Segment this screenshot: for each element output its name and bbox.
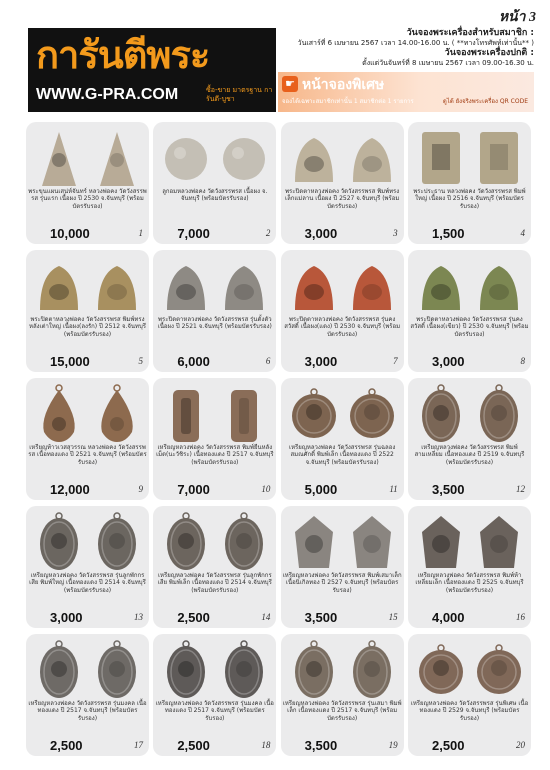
amulet-card[interactable] [26,122,149,244]
amulet-price: 3,500 [304,610,338,625]
amulet-photos [285,126,400,188]
amulet-price: 3,500 [304,738,338,753]
amulet-photos [30,126,145,188]
amulet-description: เหรียญหลวงพ่อคง วัดวังสรรพรส พิมพ์เสมาเล็ก เนื้อนิเกิลทอง ปี 2527 จ.จันทบุรี (พร้อมบัตรรับรอง) [282,572,402,594]
amulet-card[interactable] [281,506,404,628]
amulet-back-image [217,510,271,572]
amulet-front-image [32,254,86,316]
brand-logo [28,28,276,112]
amulet-back-image [217,254,271,316]
item-number: 11 [389,484,398,494]
item-number: 13 [134,612,143,622]
amulet-front-image [287,254,341,316]
amulet-description: พระขุนแผนเสน่ห์จันทร์ หลวงพ่อคง วัดวังสรรพรส รุ่นแรก เนื้อผง ปี 2530 จ.จันทบุรี (พร้อมบัตรรับรอง) [28,188,147,210]
amulet-photos [30,382,145,444]
amulet-price: 2,500 [431,738,465,753]
hand-pointer-icon: ☛ [282,76,298,92]
amulet-price: 3,000 [304,226,338,241]
item-number: 4 [520,228,525,238]
booking-info [284,28,534,68]
amulet-card[interactable] [281,378,404,500]
amulet-front-image [414,254,468,316]
amulet-card[interactable] [153,378,276,500]
amulet-back-image [217,638,271,700]
amulet-price: 5,000 [304,482,338,497]
item-number: 1 [138,228,143,238]
page-number: หน้า 3 [498,10,536,25]
promo-title: หน้าจองพิเศษ [302,77,385,93]
amulet-description: เหรียญหลวงพ่อคง วัดวังสรรพรส รุ่นมงคล เนื้อทองแดง ปี 2517 จ.จันทบุรี (พร้อมบัตรรับรอง) [155,700,274,722]
amulet-back-image [345,510,399,572]
amulet-card[interactable] [408,122,531,244]
amulet-price: 12,000 [50,482,90,497]
amulet-photos [285,382,400,444]
amulet-price: 2,500 [50,738,83,753]
amulet-photos [412,254,527,316]
amulet-back-image [345,126,399,188]
amulet-back-image [345,638,399,700]
amulet-photos [412,382,527,444]
amulet-back-image [217,126,271,188]
amulet-description: เหรียญท้าวเวสสุวรรณ หลวงพ่อคง วัดวังสรรพรส เนื้อทองแดง ปี 2521 จ.จันทบุรี (พร้อมบัตรรับรอง) [28,444,147,466]
amulet-back-image [345,382,399,444]
amulet-card[interactable] [281,250,404,372]
amulet-back-image [472,254,526,316]
regular-booking-heading: วันจองพระเครื่องปกติ : [444,48,534,58]
amulet-price: 3,000 [431,354,465,369]
member-booking-time: วันเสาร์ที่ 6 เมษายน 2567 เวลา 14.00-16.00 น. ( **ทางโทรศัพท์เท่านั้น** ) [297,39,534,47]
item-number: 15 [388,612,398,622]
amulet-description: เหรียญหลวงพ่อคง วัดวังสรรพรส พิมพ์ห้าเหลี่ยมเล็ก เนื้อทองแดง ปี 2525 จ.จันทบุรี (พร้อมบัตรรับรอง) [415,572,524,594]
amulet-card[interactable] [281,634,404,756]
amulet-price: 3,000 [304,354,338,369]
amulet-price: 7,000 [177,482,210,497]
amulet-back-image [472,638,526,700]
amulet-description: ลูกอมหลวงพ่อคง วัดวังสรรพรส เนื้อผง จ. จันทบุรี (พร้อมบัตรรับรอง) [162,188,268,203]
amulet-card[interactable] [26,634,149,756]
amulet-photos [157,254,272,316]
amulet-card[interactable] [26,378,149,500]
amulet-front-image [32,126,86,188]
amulet-front-image [287,382,341,444]
amulet-front-image [414,126,468,188]
amulet-back-image [90,382,144,444]
amulet-front-image [159,126,213,188]
item-number: 12 [515,484,525,494]
amulet-photos [157,126,272,188]
amulet-description: เหรียญหลวงพ่อคง วัดวังสรรพรส พิมพ์ยืนหลังเม็ด(นะวัชิระ) เนื้อทองแดง ปี 2517 จ.จันทบุรี (พร้อมบัตรรับรอง) [156,444,274,466]
amulet-back-image [90,510,144,572]
item-number: 5 [138,356,143,366]
item-number: 9 [138,484,143,494]
amulet-price: 3,500 [431,482,465,497]
amulet-description: เหรียญหลวงพ่อคง วัดวังสรรพรส พิมพ์สามเหลี่ยม เนื้อทองแดง ปี 2519 จ.จันทบุรี (พร้อมบัตรรับรอง) [414,444,525,466]
amulet-description: เหรียญหลวงพ่อคง วัดวังสรรพรส รุ่นลูกพักกรเสีย พิมพ์เล็ก เนื้อทองแดง ปี 2514 จ.จันทบุรี (พร้อมบัตรรับรอง) [157,572,272,594]
amulet-price: 10,000 [50,226,90,241]
amulet-photos [285,638,400,700]
amulet-price: 4,000 [431,610,465,625]
logo-website: WWW.G-PRA.COM [36,86,179,103]
amulet-description: พระปิดตาหลวงพ่อคง วัดวังสรรพรส รุ่นคงสวัสดิ์ เนื้อผง(แดง) ปี 2530 จ.จันทบุรี (พร้อมบัตรรับรอง) [284,316,401,338]
amulet-photos [30,254,145,316]
amulet-photos [412,126,527,188]
amulet-photos [157,382,272,444]
amulet-front-image [32,382,86,444]
amulet-price: 1,500 [431,226,465,241]
amulet-back-image [345,254,399,316]
member-booking-heading: วันจองพระเครื่องสำหรับสมาชิก : [406,28,534,38]
item-number: 8 [520,356,525,366]
amulet-price: 2,500 [177,738,210,753]
item-number: 10 [261,484,271,494]
amulet-description: พระปิดตาหลวงพ่อคง วัดวังสรรพรส รุ่นคงสวัสดิ์ เนื้อผง(เขียว) ปี 2530 จ.จันทบุรี (พร้อมบัตรรับรอง) [410,316,529,338]
amulet-price: 7,000 [177,226,210,241]
amulet-front-image [287,638,341,700]
amulet-front-image [287,510,341,572]
amulet-description: เหรียญหลวงพ่อคง วัดวังสรรพรส รุ่นมงคล เนื้อทองแดง ปี 2517 จ.จันทบุรี (พร้อมบัตรรับรอง) [28,700,147,722]
amulet-photos [412,638,527,700]
promo-subtitle: จองได้เฉพาะสมาชิกเท่านั้น 1 สมาชิกต่อ 1 รายการ [282,98,414,105]
amulet-back-image [472,126,526,188]
item-number: 3 [393,228,398,238]
amulet-front-image [287,126,341,188]
amulet-front-image [159,510,213,572]
logo-slogan: ซื้อ-ขาย มาตรฐาน การันตี-บูชา [206,86,273,103]
amulet-card[interactable] [281,122,404,244]
amulet-price: 3,000 [50,610,83,625]
amulet-photos [30,510,145,572]
amulet-description: พระปิดตาหลวงพ่อคง วัดวังสรรพรส พิมพ์ทรงหลังเต่าใหญ่ เนื้อผง(ลงรัก) ปี 2512 จ.จันทบุรี (พร้อมบัตรรับรอง) [29,316,146,338]
item-number: 20 [515,740,525,750]
amulet-photos [285,254,400,316]
amulet-card[interactable] [408,250,531,372]
special-booking-banner [278,72,534,112]
amulet-photos [157,638,272,700]
regular-booking-time: ตั้งแต่วันจันทร์ที่ 8 เมษายน 2567 เวลา 09.00-16.30 น. [362,59,534,67]
amulet-description: เหรียญหลวงพ่อคง วัดวังสรรพรส รุ่นลูกพักกรเสีย พิมพ์ใหญ่ เนื้อทองแดง ปี 2514 จ.จันทบุรี (พร้อมบัตรรับรอง) [29,572,146,594]
item-number: 19 [388,740,398,750]
amulet-front-image [32,638,86,700]
amulet-grid [26,122,532,756]
amulet-description: เหรียญหลวงพ่อคง วัดวังสรรพรส รุ่นพิเศษ เนื้อทองแดง ปี 2529 จ.จันทบุรี (พร้อมบัตรรับรอง) [410,700,529,722]
amulet-back-image [90,254,144,316]
item-number: 7 [393,356,398,366]
amulet-card[interactable] [153,506,276,628]
promo-qr-text: ดูได้ ยังจริงพระเครื่อง QR CODE [442,98,528,105]
amulet-card[interactable] [408,378,531,500]
amulet-front-image [159,638,213,700]
item-number: 18 [261,740,271,750]
amulet-description: เหรียญหลวงพ่อคง วัดวังสรรพรส รุ่นเสมา พิมพ์เล็ก เนื้อทองแดง ปี 2517 จ.จันทบุรี (พร้อมบัตรรับรอง) [282,700,402,722]
amulet-front-image [159,382,213,444]
amulet-description: เหรียญหลวงพ่อคง วัดวังสรรพรส รุ่นฉลองสมณศักดิ์ พิมพ์เล็ก เนื้อทองแดง ปี 2522 จ.จันทบุรี (พร้อมบัตรรับรอง) [289,444,396,466]
amulet-card[interactable] [153,634,276,756]
amulet-front-image [32,510,86,572]
amulet-card[interactable] [26,506,149,628]
amulet-back-image [90,126,144,188]
amulet-price: 6,000 [177,354,210,369]
amulet-back-image [472,510,526,572]
amulet-description: พระปิดตาหลวงพ่อคง วัดวังสรรพรส รุ่นตั้งตัว เนื้อผง ปี 2521 จ.จันทบุรี (พร้อมบัตรรับรอง) [157,316,272,331]
item-number: 14 [261,612,271,622]
logo-title: การันตีพระ [36,35,210,77]
item-number: 17 [134,740,143,750]
amulet-photos [412,510,527,572]
amulet-front-image [414,510,468,572]
amulet-description: พระประธาน หลวงพ่อคง วัดวังสรรพรส พิมพ์ใหญ่ เนื้อผง ปี 2516 จ.จันทบุรี (พร้อมบัตรรับรอง) [413,188,526,210]
amulet-back-image [472,382,526,444]
amulet-card[interactable] [408,634,531,756]
item-number: 16 [515,612,525,622]
amulet-price: 15,000 [50,354,90,369]
amulet-card[interactable] [153,122,276,244]
amulet-card[interactable] [153,250,276,372]
amulet-description: พระปิดตาหลวงพ่อคง วัดวังสรรพรส พิมพ์ทรงเล็กแม่ลาน เนื้อผง ปี 2527 จ.จันทบุรี (พร้อมบัตรรับรอง) [285,188,400,210]
amulet-photos [157,510,272,572]
amulet-photos [30,638,145,700]
item-number: 6 [265,356,271,366]
amulet-front-image [414,638,468,700]
amulet-card[interactable] [408,506,531,628]
amulet-price: 2,500 [177,610,210,625]
amulet-photos [285,510,400,572]
amulet-back-image [217,382,271,444]
amulet-front-image [159,254,213,316]
amulet-front-image [414,382,468,444]
amulet-back-image [90,638,144,700]
amulet-card[interactable] [26,250,149,372]
item-number: 2 [265,228,271,238]
